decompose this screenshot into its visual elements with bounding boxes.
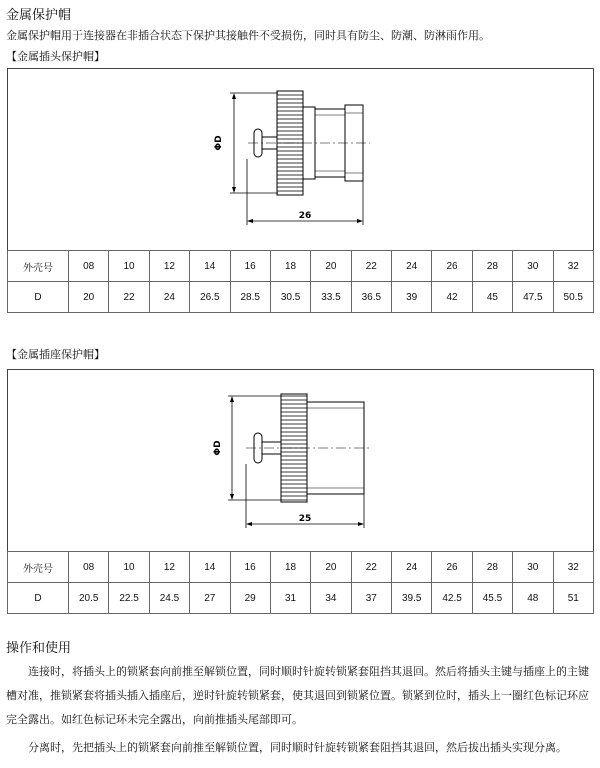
plug-diameter-label: ΦD — [214, 135, 224, 151]
d-value: 26.5 — [190, 282, 230, 313]
socket-cap-heading: 【金属插座保护帽】 — [6, 348, 105, 361]
shell-size: 24 — [392, 552, 432, 583]
page-title: 金属保护帽 — [6, 8, 72, 23]
d-value: 28.5 — [230, 282, 270, 313]
shell-size: 12 — [149, 552, 189, 583]
shell-size: 22 — [351, 552, 391, 583]
d-header: D — [8, 583, 69, 614]
shell-size: 10 — [109, 251, 149, 282]
shell-size: 14 — [190, 251, 230, 282]
d-value: 37 — [351, 583, 391, 614]
d-value: 42.5 — [432, 583, 472, 614]
d-value: 31 — [270, 583, 310, 614]
socket-cap-table — [7, 551, 594, 614]
d-value: 50.5 — [553, 282, 594, 313]
d-value: 27 — [190, 583, 230, 614]
d-value: 36.5 — [351, 282, 391, 313]
shell-size: 14 — [190, 552, 230, 583]
d-value: 20 — [69, 282, 109, 313]
shell-size: 28 — [472, 251, 512, 282]
socket-diameter-label: ΦD — [213, 440, 223, 456]
shell-size: 08 — [69, 552, 109, 583]
shell-size: 22 — [351, 251, 391, 282]
operation-paragraph-separate: 分离时，先把插头上的锁紧套向前推至解锁位置，同时顺时针旋转锁紧套阻挡其退回，然后拔出插头实现分离。 — [28, 741, 567, 754]
shell-size: 30 — [513, 251, 553, 282]
d-value: 24 — [149, 282, 189, 313]
shell-header: 外壳号 — [8, 552, 69, 583]
d-value: 20.5 — [69, 583, 109, 614]
d-value: 22 — [109, 282, 149, 313]
socket-cap-drawing — [7, 369, 594, 551]
d-value: 24.5 — [149, 583, 189, 614]
operation-paragraph-connect: 连接时，将插头上的锁紧套向前推至解锁位置，同时顺时针旋转锁紧套阻挡其退回。然后将插头主键与插座上的主键槽对准，推锁紧套将插头插入插座后，逆时针旋转锁紧套，使其退回到锁紧位置。锁紧到位时，插头上一圈红色标记环应完全露出。如红色标记环未完全露出，向前推插头尾部即可。 — [6, 665, 589, 726]
table-row-shell — [8, 552, 594, 583]
d-value: 22.5 — [109, 583, 149, 614]
shell-size: 26 — [432, 552, 472, 583]
operation-title: 操作和使用 — [6, 641, 72, 656]
shell-size: 18 — [270, 251, 310, 282]
d-value: 39.5 — [392, 583, 432, 614]
shell-size: 28 — [472, 552, 512, 583]
d-header: D — [8, 282, 69, 313]
table-row-shell — [8, 251, 594, 282]
socket-cap-svg — [8, 370, 595, 552]
shell-size: 20 — [311, 251, 351, 282]
shell-size: 10 — [109, 552, 149, 583]
d-value: 30.5 — [270, 282, 310, 313]
plug-cap-table — [7, 250, 594, 313]
d-value: 45.5 — [472, 583, 512, 614]
shell-size: 20 — [311, 552, 351, 583]
d-value: 45 — [472, 282, 512, 313]
shell-size: 26 — [432, 251, 472, 282]
shell-size: 08 — [69, 251, 109, 282]
shell-size: 16 — [230, 552, 270, 583]
d-value: 51 — [553, 583, 594, 614]
shell-size: 18 — [270, 552, 310, 583]
plug-cap-heading: 【金属插头保护帽】 — [6, 50, 105, 63]
d-value: 47.5 — [513, 282, 553, 313]
d-value: 33.5 — [311, 282, 351, 313]
plug-cap-svg — [8, 69, 595, 251]
plug-length-label: 26 — [298, 211, 312, 221]
table-row-d — [8, 282, 594, 313]
shell-size: 32 — [553, 251, 594, 282]
plug-cap-drawing — [7, 68, 594, 250]
d-value: 34 — [311, 583, 351, 614]
socket-length-label: 25 — [298, 514, 312, 524]
shell-size: 12 — [149, 251, 189, 282]
shell-header: 外壳号 — [8, 251, 69, 282]
shell-size: 32 — [553, 552, 594, 583]
intro-text: 金属保护帽用于连接器在非插合状态下保护其接触件不受损伤，同时具有防尘、防潮、防淋雨作用。 — [6, 29, 490, 42]
d-value: 39 — [392, 282, 432, 313]
table-row-d — [8, 583, 594, 614]
shell-size: 30 — [513, 552, 553, 583]
shell-size: 16 — [230, 251, 270, 282]
d-value: 42 — [432, 282, 472, 313]
d-value: 29 — [230, 583, 270, 614]
shell-size: 24 — [392, 251, 432, 282]
d-value: 48 — [513, 583, 553, 614]
